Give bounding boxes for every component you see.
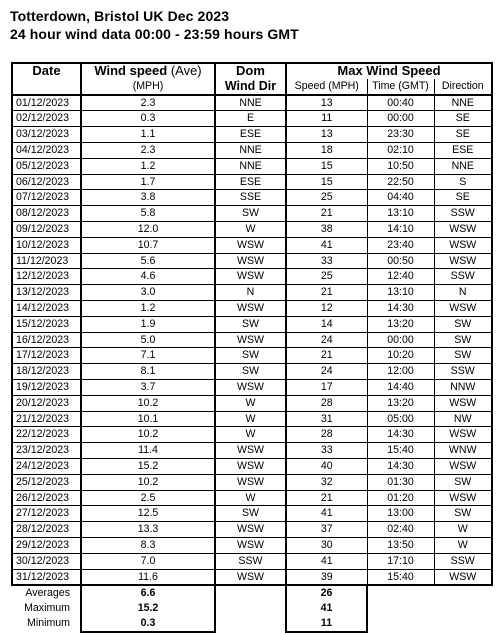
max-dir-cell: WSW: [434, 221, 492, 237]
header-direction: Direction: [434, 79, 492, 95]
max-dir-cell: SE: [434, 190, 492, 206]
date-cell: 11/12/2023: [12, 253, 81, 269]
table-row: [12, 364, 492, 380]
dom-dir-cell: NNE: [215, 142, 286, 158]
avg-speed-cell: 3.7: [81, 379, 215, 395]
header-speed-unit: (MPH): [81, 79, 215, 95]
table-row: [12, 443, 492, 459]
max-dir-cell: ESE: [434, 142, 492, 158]
avg-speed-cell: 13.3: [81, 522, 215, 538]
avg-speed-cell: 1.7: [81, 174, 215, 190]
dom-dir-cell: SW: [215, 364, 286, 380]
max-speed-cell: 12: [286, 300, 367, 316]
summary-row: [12, 601, 492, 616]
max-time-cell: 10:20: [367, 348, 434, 364]
summary-blank: [434, 616, 492, 632]
summary-blank: [215, 601, 286, 616]
summary-max-value: 41: [286, 601, 367, 616]
max-speed-cell: 32: [286, 474, 367, 490]
summary-blank: [215, 616, 286, 632]
dom-dir-cell: SW: [215, 316, 286, 332]
date-cell: 12/12/2023: [12, 269, 81, 285]
max-dir-cell: NNE: [434, 158, 492, 174]
max-speed-cell: 15: [286, 174, 367, 190]
max-dir-cell: W: [434, 537, 492, 553]
summary-blank: [367, 585, 434, 601]
max-time-cell: 10:50: [367, 158, 434, 174]
date-cell: 01/12/2023: [12, 95, 81, 111]
dom-dir-cell: WSW: [215, 300, 286, 316]
avg-speed-cell: 1.2: [81, 300, 215, 316]
avg-speed-cell: 5.0: [81, 332, 215, 348]
dom-dir-cell: W: [215, 221, 286, 237]
max-time-cell: 05:00: [367, 411, 434, 427]
table-row: [12, 111, 492, 127]
table-row: [12, 158, 492, 174]
table-row: [12, 348, 492, 364]
date-cell: 04/12/2023: [12, 142, 81, 158]
max-dir-cell: SSW: [434, 364, 492, 380]
table-row: [12, 474, 492, 490]
max-dir-cell: WSW: [434, 458, 492, 474]
avg-speed-cell: 1.2: [81, 158, 215, 174]
dom-dir-cell: E: [215, 111, 286, 127]
summary-label: Averages: [25, 587, 70, 600]
date-cell: 08/12/2023: [12, 206, 81, 222]
table-row: [12, 142, 492, 158]
date-cell: 23/12/2023: [12, 443, 81, 459]
date-cell: 15/12/2023: [12, 316, 81, 332]
max-time-cell: 22:50: [367, 174, 434, 190]
avg-speed-cell: 1.9: [81, 316, 215, 332]
date-cell: 16/12/2023: [12, 332, 81, 348]
max-time-cell: 12:00: [367, 364, 434, 380]
date-cell: 26/12/2023: [12, 490, 81, 506]
max-dir-cell: NNE: [434, 95, 492, 111]
table-row: [12, 269, 492, 285]
max-time-cell: 12:40: [367, 269, 434, 285]
date-cell: 14/12/2023: [12, 300, 81, 316]
date-cell: 22/12/2023: [12, 427, 81, 443]
max-speed-cell: 39: [286, 569, 367, 585]
summary-label: Maximum: [24, 602, 70, 615]
table-row: [12, 427, 492, 443]
max-dir-cell: SSW: [434, 206, 492, 222]
max-dir-cell: SW: [434, 316, 492, 332]
table-row: [12, 458, 492, 474]
dom-dir-cell: SSE: [215, 190, 286, 206]
table-row: [12, 506, 492, 522]
dom-dir-cell: WSW: [215, 443, 286, 459]
max-dir-cell: WSW: [434, 569, 492, 585]
table-row: [12, 332, 492, 348]
max-speed-cell: 13: [286, 95, 367, 111]
max-speed-cell: 21: [286, 285, 367, 301]
date-cell: 24/12/2023: [12, 458, 81, 474]
table-row: [12, 537, 492, 553]
summary-speed-value: 0.3: [81, 616, 215, 632]
dom-dir-cell: NNE: [215, 95, 286, 111]
page-subtitle: 24 hour wind data 00:00 - 23:59 hours GMT: [10, 26, 299, 42]
max-dir-cell: WSW: [434, 490, 492, 506]
table-row: [12, 285, 492, 301]
max-speed-cell: 24: [286, 332, 367, 348]
table-row: [12, 300, 492, 316]
max-dir-cell: WSW: [434, 300, 492, 316]
max-speed-cell: 33: [286, 443, 367, 459]
summary-blank: [215, 585, 286, 601]
dom-dir-cell: WSW: [215, 537, 286, 553]
table-row: [12, 206, 492, 222]
header-wind-speed-ave: (Ave): [170, 63, 202, 78]
max-time-cell: 01:20: [367, 490, 434, 506]
dom-dir-cell: WSW: [215, 522, 286, 538]
avg-speed-cell: 15.2: [81, 458, 215, 474]
max-speed-cell: 28: [286, 427, 367, 443]
summary-blank: [434, 601, 492, 616]
dom-dir-cell: WSW: [215, 237, 286, 253]
dom-dir-cell: WSW: [215, 474, 286, 490]
max-time-cell: 13:00: [367, 506, 434, 522]
summary-blank: [434, 585, 492, 601]
dom-dir-cell: W: [215, 395, 286, 411]
header-dom: Dom: [215, 63, 286, 79]
max-speed-cell: 28: [286, 395, 367, 411]
table-row: [12, 237, 492, 253]
max-time-cell: 13:20: [367, 395, 434, 411]
date-cell: 10/12/2023: [12, 237, 81, 253]
date-cell: 29/12/2023: [12, 537, 81, 553]
date-cell: 21/12/2023: [12, 411, 81, 427]
avg-speed-cell: 2.3: [81, 142, 215, 158]
avg-speed-cell: 5.8: [81, 206, 215, 222]
avg-speed-cell: 8.3: [81, 537, 215, 553]
max-dir-cell: S: [434, 174, 492, 190]
avg-speed-cell: 1.1: [81, 127, 215, 143]
max-dir-cell: N: [434, 285, 492, 301]
summary-row: [12, 616, 492, 632]
header-date-blank: [12, 79, 81, 95]
max-speed-cell: 21: [286, 490, 367, 506]
max-time-cell: 00:50: [367, 253, 434, 269]
avg-speed-cell: 11.6: [81, 569, 215, 585]
summary-blank: [367, 616, 434, 632]
summary-max-value: 11: [286, 616, 367, 632]
max-time-cell: 23:30: [367, 127, 434, 143]
dom-dir-cell: NNE: [215, 158, 286, 174]
dom-dir-cell: WSW: [215, 332, 286, 348]
dom-dir-cell: ESE: [215, 174, 286, 190]
max-time-cell: 14:30: [367, 427, 434, 443]
max-dir-cell: WNW: [434, 443, 492, 459]
max-speed-cell: 15: [286, 158, 367, 174]
header-date: Date: [12, 63, 81, 79]
avg-speed-cell: 5.6: [81, 253, 215, 269]
max-speed-cell: 11: [286, 111, 367, 127]
summary-speed-value: 6.6: [81, 585, 215, 601]
max-dir-cell: SE: [434, 127, 492, 143]
avg-speed-cell: 10.2: [81, 395, 215, 411]
table-row: [12, 190, 492, 206]
max-time-cell: 00:40: [367, 95, 434, 111]
table-row: [12, 553, 492, 569]
max-speed-cell: 21: [286, 206, 367, 222]
max-time-cell: 02:40: [367, 522, 434, 538]
avg-speed-cell: 2.3: [81, 95, 215, 111]
max-time-cell: 13:10: [367, 285, 434, 301]
max-speed-cell: 33: [286, 253, 367, 269]
max-speed-cell: 14: [286, 316, 367, 332]
date-cell: 18/12/2023: [12, 364, 81, 380]
header-wind-dir: Wind Dir: [215, 79, 286, 95]
avg-speed-cell: 11.4: [81, 443, 215, 459]
dom-dir-cell: W: [215, 427, 286, 443]
summary-label: Minimum: [27, 617, 70, 630]
table-row: [12, 379, 492, 395]
date-cell: 30/12/2023: [12, 553, 81, 569]
avg-speed-cell: 4.6: [81, 269, 215, 285]
max-dir-cell: NNW: [434, 379, 492, 395]
max-time-cell: 00:00: [367, 332, 434, 348]
max-dir-cell: WSW: [434, 427, 492, 443]
max-dir-cell: WSW: [434, 253, 492, 269]
max-dir-cell: SW: [434, 474, 492, 490]
max-dir-cell: SSW: [434, 553, 492, 569]
max-speed-cell: 25: [286, 190, 367, 206]
table-row: [12, 395, 492, 411]
max-dir-cell: WSW: [434, 395, 492, 411]
max-dir-cell: SSW: [434, 269, 492, 285]
max-time-cell: 15:40: [367, 443, 434, 459]
max-time-cell: 00:00: [367, 111, 434, 127]
dom-dir-cell: SW: [215, 506, 286, 522]
dom-dir-cell: W: [215, 490, 286, 506]
max-speed-cell: 38: [286, 221, 367, 237]
dom-dir-cell: WSW: [215, 253, 286, 269]
header-max-speed-mph: Speed (MPH): [286, 79, 367, 95]
max-speed-cell: 17: [286, 379, 367, 395]
max-speed-cell: 24: [286, 364, 367, 380]
max-speed-cell: 41: [286, 237, 367, 253]
table-row: [12, 174, 492, 190]
header-wind-speed-label: Wind speed: [94, 63, 168, 78]
max-time-cell: 13:20: [367, 316, 434, 332]
max-speed-cell: 13: [286, 127, 367, 143]
max-time-cell: 01:30: [367, 474, 434, 490]
avg-speed-cell: 8.1: [81, 364, 215, 380]
max-speed-cell: 37: [286, 522, 367, 538]
page-title: Totterdown, Bristol UK Dec 2023: [10, 8, 230, 24]
table-row: [12, 127, 492, 143]
date-cell: 17/12/2023: [12, 348, 81, 364]
max-time-cell: 13:50: [367, 537, 434, 553]
max-dir-cell: WSW: [434, 237, 492, 253]
date-cell: 05/12/2023: [12, 158, 81, 174]
date-cell: 25/12/2023: [12, 474, 81, 490]
avg-speed-cell: 10.1: [81, 411, 215, 427]
table-row: [12, 221, 492, 237]
max-speed-cell: 30: [286, 537, 367, 553]
max-speed-cell: 21: [286, 348, 367, 364]
header-max-wind-speed: Max Wind Speed: [286, 63, 492, 79]
date-cell: 06/12/2023: [12, 174, 81, 190]
max-speed-cell: 41: [286, 506, 367, 522]
table-row: [12, 569, 492, 585]
max-speed-cell: 41: [286, 553, 367, 569]
table-row: [12, 522, 492, 538]
avg-speed-cell: 0.3: [81, 111, 215, 127]
max-time-cell: 14:30: [367, 458, 434, 474]
date-cell: 09/12/2023: [12, 221, 81, 237]
dom-dir-cell: WSW: [215, 569, 286, 585]
avg-speed-cell: 3.8: [81, 190, 215, 206]
dom-dir-cell: WSW: [215, 269, 286, 285]
table-row: [12, 490, 492, 506]
summary-blank: [367, 601, 434, 616]
dom-dir-cell: W: [215, 411, 286, 427]
max-dir-cell: SW: [434, 348, 492, 364]
max-time-cell: 04:40: [367, 190, 434, 206]
avg-speed-cell: 7.1: [81, 348, 215, 364]
date-cell: 07/12/2023: [12, 190, 81, 206]
header-wind-speed: [81, 63, 215, 79]
avg-speed-cell: 10.2: [81, 474, 215, 490]
date-cell: 28/12/2023: [12, 522, 81, 538]
dom-dir-cell: SW: [215, 348, 286, 364]
max-time-cell: 17:10: [367, 553, 434, 569]
avg-speed-cell: 7.0: [81, 553, 215, 569]
max-speed-cell: 18: [286, 142, 367, 158]
avg-speed-cell: 10.2: [81, 427, 215, 443]
max-time-cell: 14:30: [367, 300, 434, 316]
avg-speed-cell: 10.7: [81, 237, 215, 253]
summary-row: [12, 585, 492, 601]
max-time-cell: 14:40: [367, 379, 434, 395]
date-cell: 20/12/2023: [12, 395, 81, 411]
max-time-cell: 23:40: [367, 237, 434, 253]
table-row: [12, 95, 492, 111]
date-cell: 02/12/2023: [12, 111, 81, 127]
avg-speed-cell: 2.5: [81, 490, 215, 506]
date-cell: 31/12/2023: [12, 569, 81, 585]
date-cell: 19/12/2023: [12, 379, 81, 395]
avg-speed-cell: 12.0: [81, 221, 215, 237]
avg-speed-cell: 3.0: [81, 285, 215, 301]
dom-dir-cell: WSW: [215, 458, 286, 474]
summary-max-value: 26: [286, 585, 367, 601]
max-time-cell: 02:10: [367, 142, 434, 158]
max-time-cell: 14:10: [367, 221, 434, 237]
max-dir-cell: NW: [434, 411, 492, 427]
max-time-cell: 15:40: [367, 569, 434, 585]
max-time-cell: 13:10: [367, 206, 434, 222]
max-dir-cell: SW: [434, 506, 492, 522]
max-speed-cell: 40: [286, 458, 367, 474]
dom-dir-cell: N: [215, 285, 286, 301]
date-cell: 03/12/2023: [12, 127, 81, 143]
max-dir-cell: SW: [434, 332, 492, 348]
summary-speed-value: 15.2: [81, 601, 215, 616]
dom-dir-cell: ESE: [215, 127, 286, 143]
table-row: [12, 316, 492, 332]
dom-dir-cell: WSW: [215, 379, 286, 395]
dom-dir-cell: SW: [215, 206, 286, 222]
max-speed-cell: 25: [286, 269, 367, 285]
date-cell: 27/12/2023: [12, 506, 81, 522]
table-row: [12, 253, 492, 269]
max-dir-cell: W: [434, 522, 492, 538]
avg-speed-cell: 12.5: [81, 506, 215, 522]
header-time-gmt: Time (GMT): [367, 79, 434, 95]
wind-data-table: [11, 62, 493, 633]
max-speed-cell: 31: [286, 411, 367, 427]
date-cell: 13/12/2023: [12, 285, 81, 301]
dom-dir-cell: SSW: [215, 553, 286, 569]
table-row: [12, 411, 492, 427]
max-dir-cell: SE: [434, 111, 492, 127]
